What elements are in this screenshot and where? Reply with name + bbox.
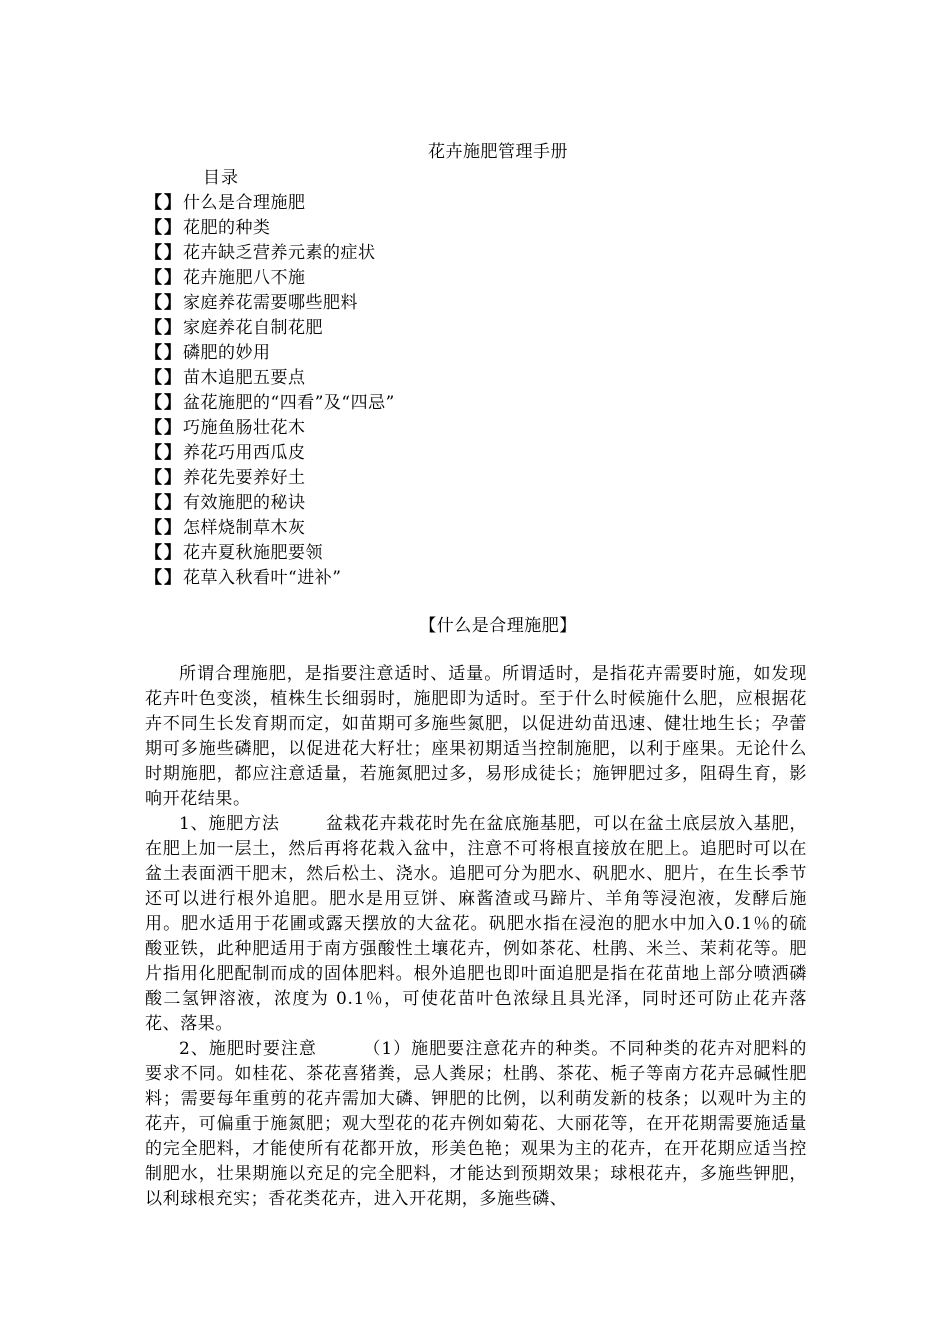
toc-item [145,541,807,566]
toc-item-label: 养花巧用西瓜皮 [183,443,306,463]
toc-item [145,366,807,391]
method-label: 1、施肥方法 [179,814,280,834]
toc-bracket: 【】 [145,193,183,213]
toc-bracket: 【】 [145,493,183,513]
document-page [145,140,807,1212]
toc-bracket: 【】 [145,243,183,263]
toc-item [145,441,807,466]
toc-bracket: 【】 [145,568,183,588]
paragraph-method [145,812,807,1037]
paragraph-intro-text: 所谓合理施肥，是指要注意适时、适量。所谓适时，是指花卉需要时施，如发现花卉叶色变淡，植株生长细弱时，施肥即为适时。至于什么时候施什么肥，应根据花卉不同生长发育期而定，如苗期可多施些氮肥，以促进幼苗迅速、健壮地生长；孕蕾期可多施些磷肥，以促进花大籽壮；座果初期适当控制施肥，以利于座果。无论什么时期施肥，都应注意适量，若施氮肥过多，易形成徒长；施钾肥过多，阻碍生育，影响开花结果。 [145,664,807,809]
toc-item-label: 家庭养花自制花肥 [183,318,323,338]
toc-item-label: 养花先要养好土 [183,468,306,488]
toc-item-label: 花卉缺乏营养元素的症状 [183,243,376,263]
toc-bracket: 【】 [145,393,183,413]
toc-item [145,566,807,591]
toc-bracket: 【】 [145,543,183,563]
toc-item [145,241,807,266]
toc-list [145,191,807,591]
toc-item [145,291,807,316]
toc-bracket: 【】 [145,268,183,288]
toc-bracket: 【】 [145,443,183,463]
toc-bracket: 【】 [145,368,183,388]
toc-item-label: 盆花施肥的“四看”及“四忌” [183,393,395,413]
timing-label: 2、施肥时要注意 [179,1039,317,1059]
toc-item-label: 怎样烧制草木灰 [183,518,306,538]
paragraph-timing [145,1037,807,1212]
toc-item [145,466,807,491]
toc-bracket: 【】 [145,293,183,313]
method-text: 盆栽花卉栽花时先在盆底施基肥，可以在盆土底层放入基肥，在肥上加一层土，然后再将花栽入盆中，注意不可将根直接放在肥上。追肥时可以在盆土表面洒干肥末，然后松土、浇水。追肥可分为肥水、矾肥水、肥片，在生长季节还可以进行根外追肥。肥水是用豆饼、麻酱渣或马蹄片、羊角等浸泡液，发酵后施用。肥水适用于花圃或露天摆放的大盆花。矾肥水指在浸泡的肥水中加入0.1％的硫酸亚铁，此种肥适用于南方强酸性土壤花卉，例如茶花、杜鹃、米兰、茉莉花等。肥片指用化肥配制而成的固体肥料。根外追肥也即叶面追肥是指在花苗地上部分喷洒磷酸二氢钾溶液，浓度为 0.1％，可使花苗叶色浓绿且具光泽，同时还可防止花卉落花、落果。 [145,814,807,1034]
toc-item-label: 有效施肥的秘诀 [183,493,306,513]
toc-bracket: 【】 [145,518,183,538]
toc-item-label: 花肥的种类 [183,218,271,238]
toc-bracket: 【】 [145,218,183,238]
toc-item [145,416,807,441]
toc-item [145,491,807,516]
toc-item [145,266,807,291]
toc-heading: 目录 [203,168,239,188]
section-heading: 【什么是合理施肥】 [419,616,577,636]
toc-item [145,216,807,241]
toc-item-label: 磷肥的妙用 [183,343,271,363]
toc-item-label: 巧施鱼肠壮花木 [183,418,306,438]
toc-item-label: 家庭养花需要哪些肥料 [183,293,358,313]
toc-item [145,341,807,366]
timing-text: （1）施肥要注意花卉的种类。不同种类的花卉对肥料的要求不同。如桂花、茶花喜猪粪，忌人粪尿；杜鹃、茶花、栀子等南方花卉忌碱性肥料；需要每年重剪的花卉需加大磷、钾肥的比例，以利萌发新的枝条；以观叶为主的花卉，可偏重于施氮肥；观大型花的花卉例如菊花、大丽花等，在开花期需要施适量的完全肥料，才能使所有花都开放，形美色艳；观果为主的花卉，在开花期应适当控制肥水，壮果期施以充足的完全肥料，才能达到预期效果；球根花卉，多施些钾肥，以利球根充实；香花类花卉，进入开花期，多施些磷、 [145,1039,807,1209]
toc-bracket: 【】 [145,343,183,363]
toc-item [145,316,807,341]
toc-bracket: 【】 [145,318,183,338]
toc-item-label: 花草入秋看叶“进补” [183,568,342,588]
paragraph-intro [145,662,807,812]
toc-item [145,516,807,541]
toc-item [145,391,807,416]
toc-bracket: 【】 [145,418,183,438]
toc-bracket: 【】 [145,468,183,488]
document-title: 花卉施肥管理手册 [428,142,568,162]
toc-item-label: 花卉夏秋施肥要领 [183,543,323,563]
toc-item-label: 花卉施肥八不施 [183,268,306,288]
toc-item [145,191,807,216]
toc-item-label: 苗木追肥五要点 [183,368,306,388]
toc-item-label: 什么是合理施肥 [183,193,306,213]
